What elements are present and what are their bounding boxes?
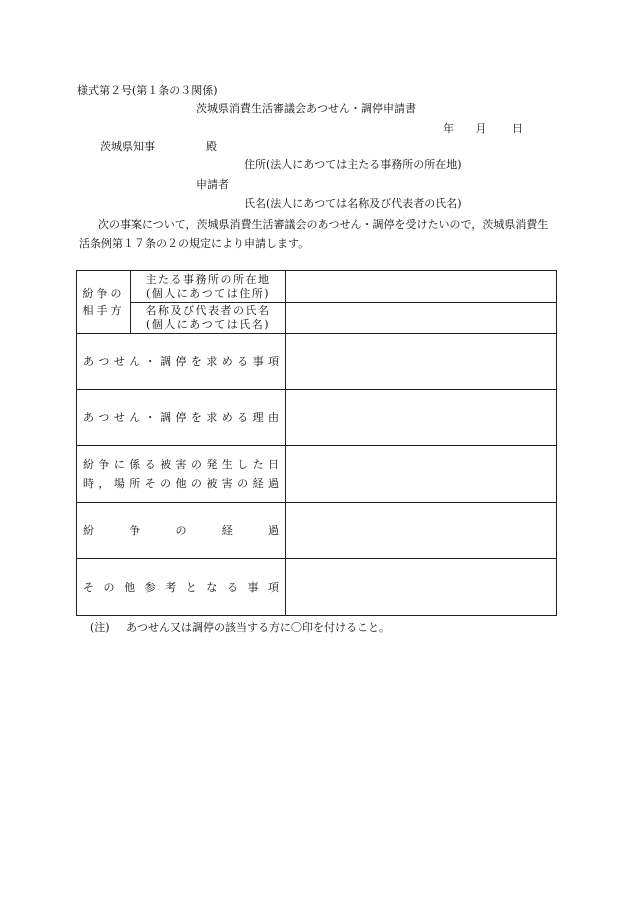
document-title: 茨城県消費生活審議会あつせん・調停申請書 <box>196 102 416 115</box>
addressee: 茨城県知事 <box>100 140 155 153</box>
party-label-line1: 紛争の <box>82 287 125 300</box>
date-line <box>443 122 523 136</box>
request-reason-label: あつせん・調停を求める理由 <box>77 390 286 446</box>
date-day: 日 <box>512 122 523 135</box>
note-text: あつせん又は調停の該当する方に〇印を付けること。 <box>126 621 390 634</box>
date-month: 月 <box>475 122 487 135</box>
damage-details-input[interactable] <box>286 446 557 503</box>
name-header-cell <box>131 303 286 334</box>
dispute-progress-label: 紛争の経過 <box>77 503 286 559</box>
party-label-line2: 相手方 <box>82 304 125 317</box>
form-number-label: 様式第２号(第１条の３関係) <box>77 84 218 97</box>
address-label: 住所(法人にあつては主たる事務所の所在地) <box>244 158 462 171</box>
applicant-label: 申請者 <box>196 178 229 191</box>
honorific: 殿 <box>206 140 217 153</box>
note <box>90 621 390 635</box>
body-paragraph: 次の事案について，茨城県消費生活審議会のあつせん・調停を受けたいので，茨城県消費生活条例第１７条の２の規定により申請します。 <box>79 218 549 250</box>
name-label: 氏名(法人にあつては名称及び代表者の氏名) <box>244 197 462 210</box>
address-header-line2: (個人にあつては住所) <box>145 286 271 300</box>
dispute-progress-input[interactable] <box>286 503 557 559</box>
other-reference-input[interactable] <box>286 559 557 616</box>
party-name-input[interactable] <box>286 303 557 334</box>
name-header-line2: (個人にあつては氏名) <box>145 318 271 331</box>
table-row <box>77 503 557 559</box>
name-header-line1: 名称及び代表者の氏名 <box>145 304 271 317</box>
table-row <box>77 446 557 503</box>
address-header-line1: 主たる事務所の所在地 <box>145 272 271 286</box>
note-label: (注) <box>90 621 110 634</box>
date-year: 年 <box>443 122 454 135</box>
other-reference-label: その他参考となる事項 <box>77 559 286 616</box>
request-reason-input[interactable] <box>286 390 557 446</box>
party-header-cell <box>77 271 131 334</box>
table-row <box>77 390 557 446</box>
request-item-input[interactable] <box>286 334 557 390</box>
application-table <box>76 270 557 616</box>
table-row <box>77 334 557 390</box>
address-header-cell <box>131 271 286 303</box>
party-address-input[interactable] <box>286 271 557 303</box>
table-row <box>77 271 557 303</box>
damage-details-label: 紛争に係る被害の発生した日 時，場所その他の被害の経過 <box>77 446 286 503</box>
table-row <box>77 559 557 616</box>
addressee-line <box>100 140 217 154</box>
table-row <box>77 303 557 334</box>
request-item-label: あつせん・調停を求める事項 <box>77 334 286 390</box>
